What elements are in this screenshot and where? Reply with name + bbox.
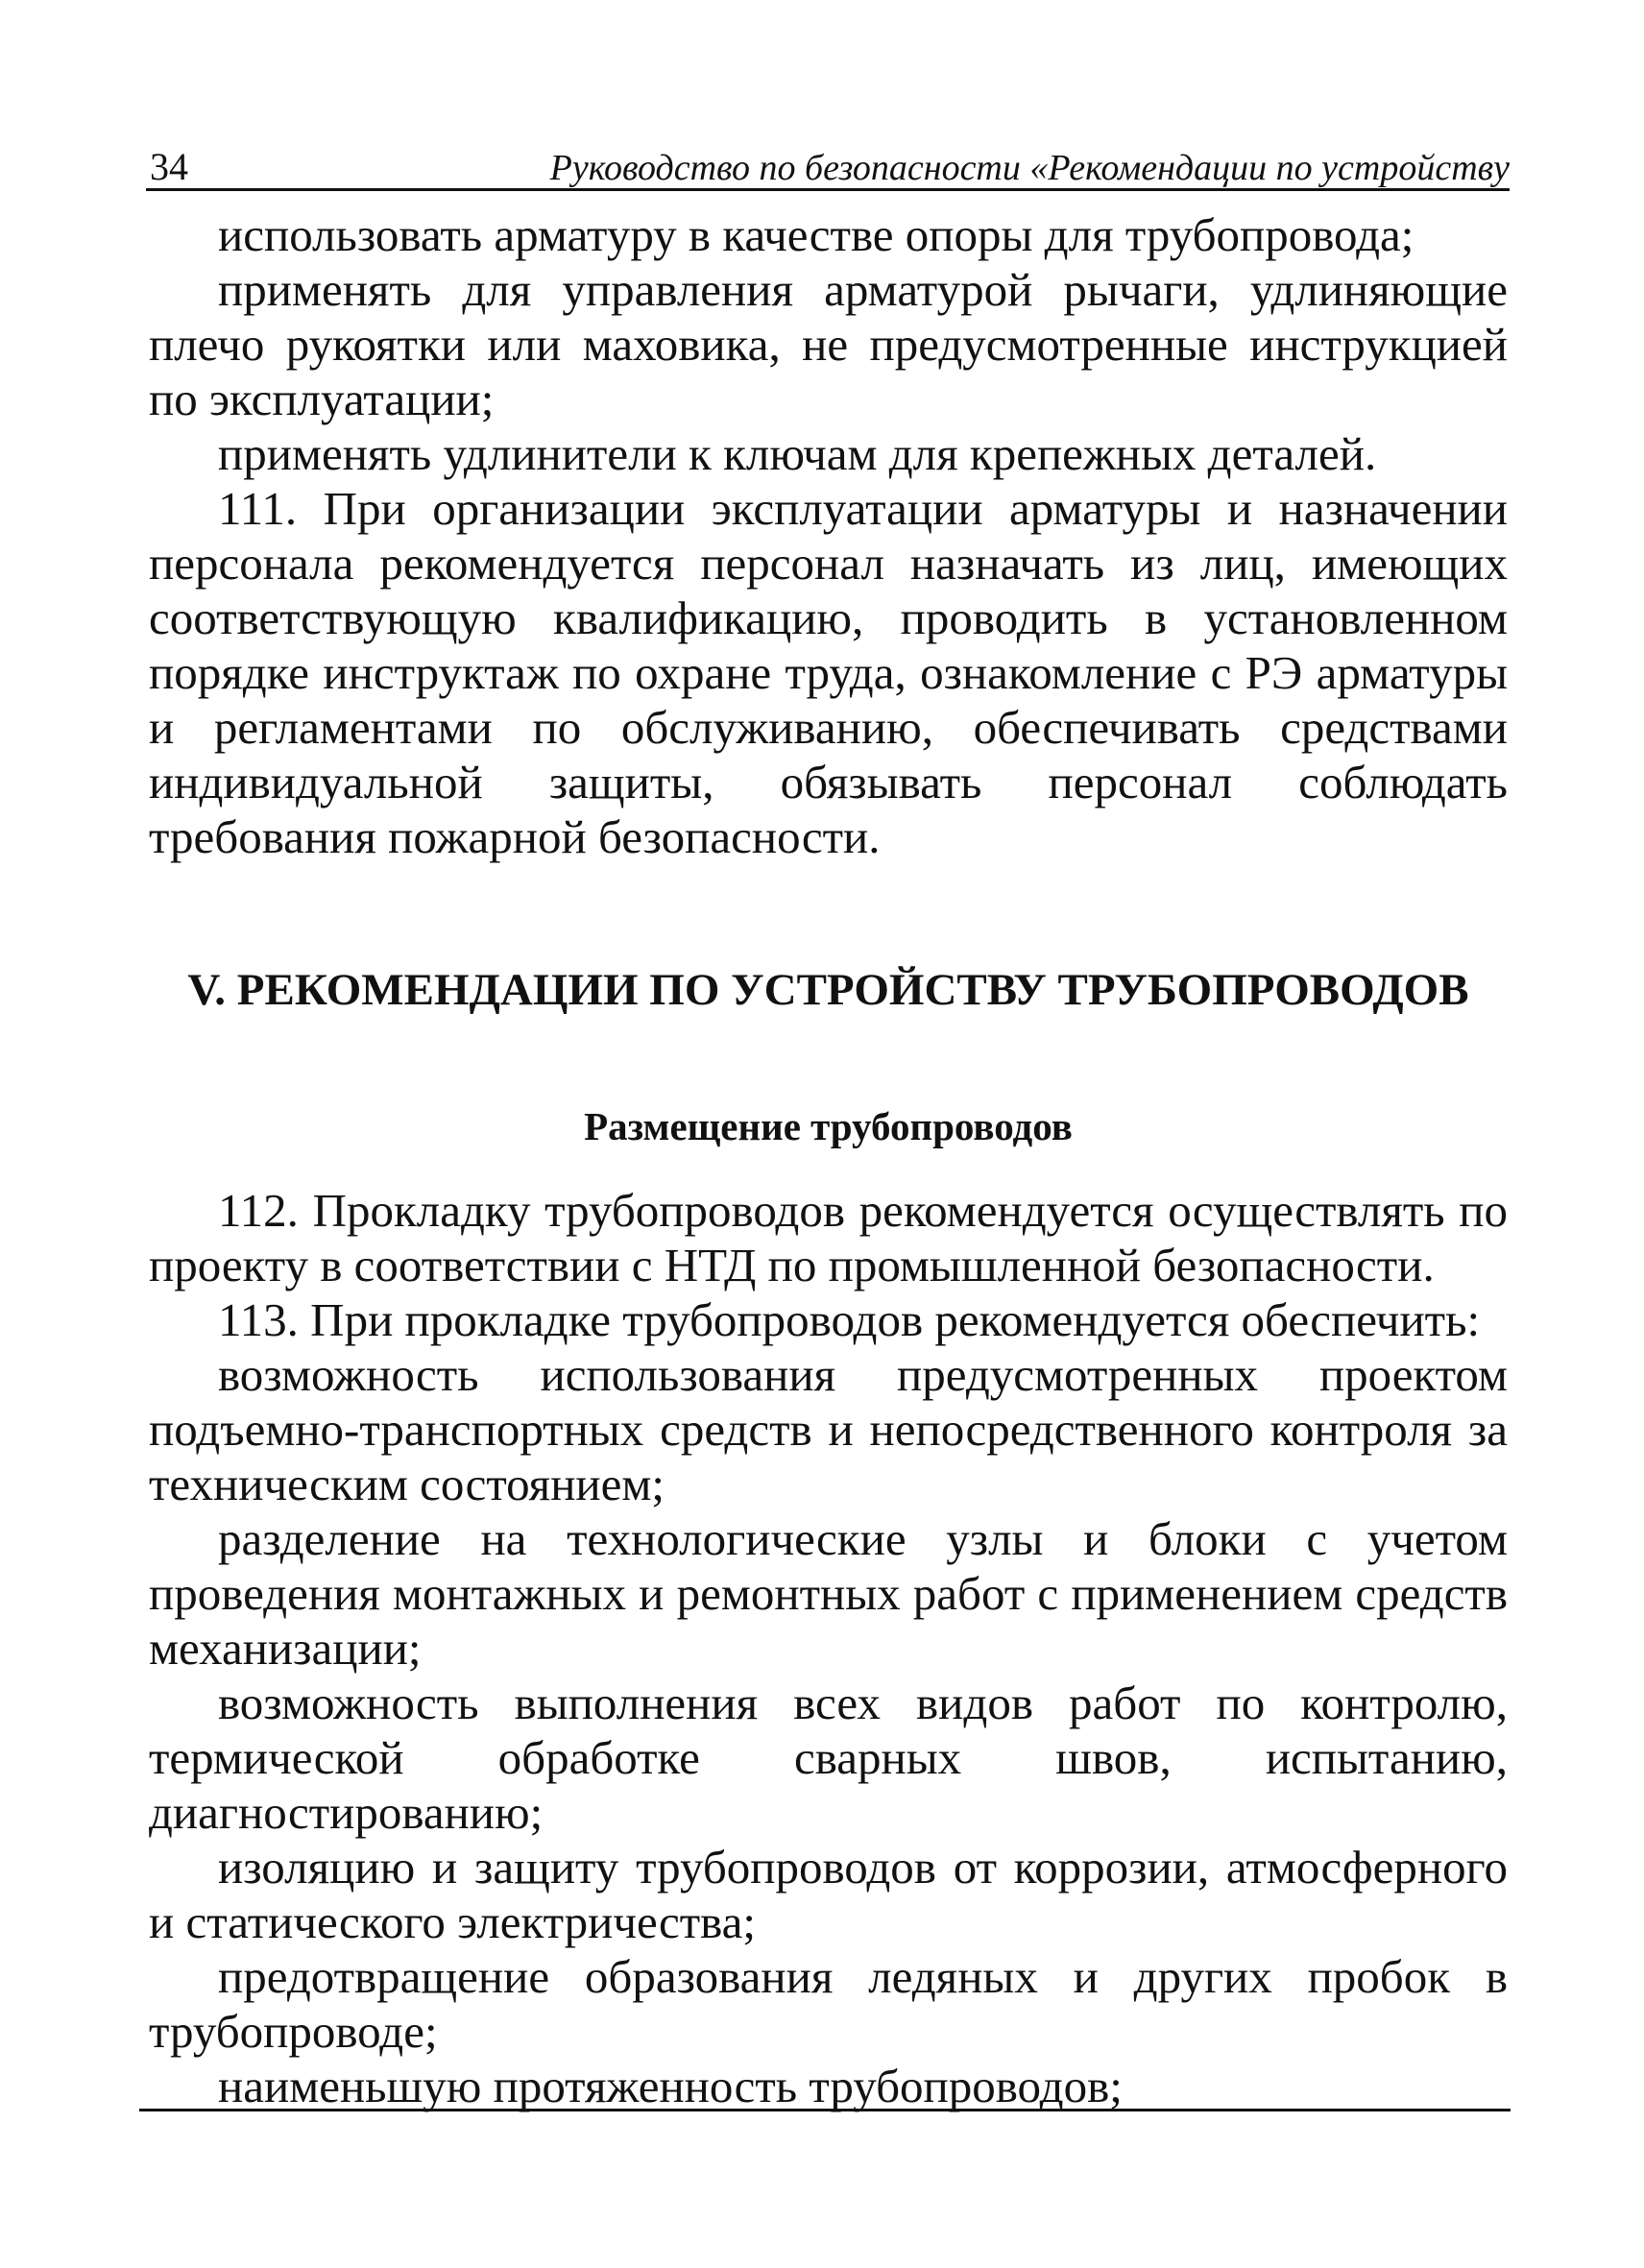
paragraph: 113. При прокладке трубопроводов рекомендуется обеспечить: [218,1293,1481,1346]
paragraph: 111. При организации эксплуатации арматуры и назначении персонала рекомендуется персонал назначать из лиц, имеющих соответствующую квалификацию, проводить в установленном порядке инструктаж по охране труда, ознакомление с РЭ арматуры и регламентами по обслуживанию, обеспечивать средствами индивидуальной защиты, обязывать персонал соблюдать требования пожарной безопасности. [149,482,1508,863]
list-item: наименьшую протяженность трубопроводов; [218,2060,1123,2112]
list-item: возможность использования предусмотренных проектом подъемно-транспортных средств и непосредственного контроля за техническим состоянием; [149,1348,1508,1510]
paragraph: применять удлинители к ключам для крепежных деталей. [218,427,1377,480]
section-title: V. РЕКОМЕНДАЦИИ ПО УСТРОЙСТВУ ТРУБОПРОВОДОВ [187,965,1469,1015]
list-item: предотвращение образования ледяных и других пробок в трубопроводе; [149,1950,1508,2058]
body-text-top [149,207,1508,864]
body-text-bottom [149,1183,1508,2113]
list-item: изоляцию и защиту трубопроводов от коррозии, атмосферного и статического электричества; [149,1841,1508,1948]
running-title: Руководство по безопасности «Рекомендации по устройству [549,148,1510,188]
page-number: 34 [150,145,188,188]
subsection-title: Размещение трубопроводов [584,1104,1073,1148]
footer-rule [139,2109,1511,2111]
paragraph: использовать арматуру в качестве опоры для трубопровода; [218,208,1414,261]
list-item: возможность выполнения всех видов работ по контролю, термической обработке сварных швов, испытанию, диагностированию; [149,1677,1508,1839]
list-item: разделение на технологические узлы и блоки с учетом проведения монтажных и ремонтных работ с применением средств механизации; [149,1512,1508,1675]
paragraph: применять для управления арматурой рычаги, удлиняющие плечо рукоятки или маховика, не предусмотренные инструкцией по эксплуатации; [149,263,1508,425]
paragraph: 112. Прокладку трубопроводов рекомендуется осуществлять по проекту в соответствии с НТД по промышленной безопасности. [149,1184,1508,1291]
running-header [146,134,1510,191]
